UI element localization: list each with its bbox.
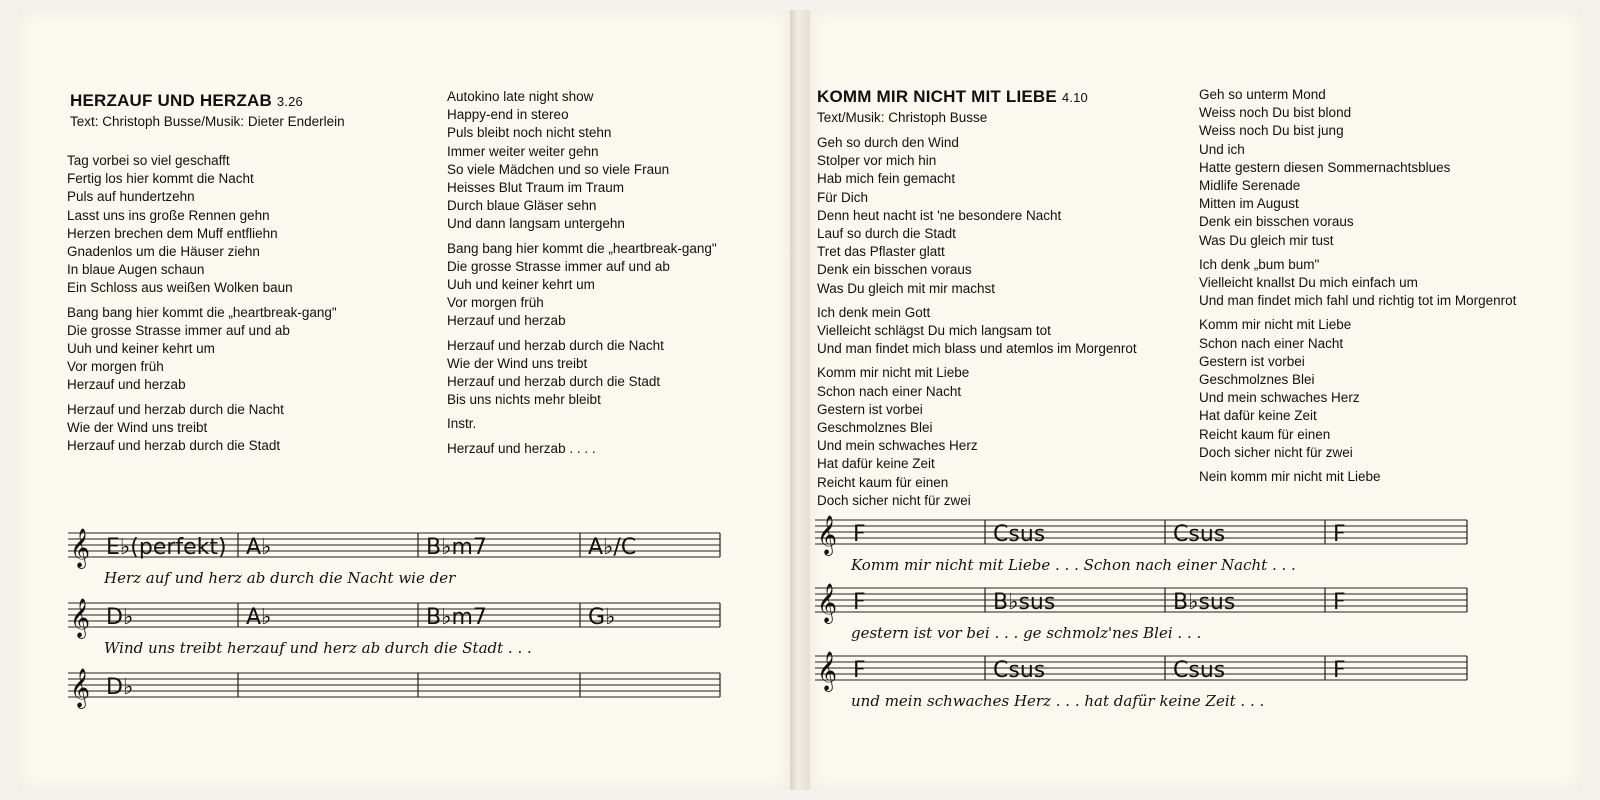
treble-clef-icon: 𝄞 <box>817 651 838 691</box>
lyrics-stanza <box>447 88 717 234</box>
lyric-line: Und mein schwaches Herz <box>1199 390 1360 406</box>
lyric-line: Geh so durch den Wind <box>817 135 959 150</box>
staff-system <box>68 598 720 657</box>
left-lyrics-column-1 <box>67 152 337 461</box>
lyric-line: Was Du gleich mit mir machst <box>817 280 996 296</box>
staff-system <box>68 528 720 587</box>
lyric-line: Die grosse Strasse immer auf und ab <box>447 258 670 274</box>
right-lyrics-column-2 <box>1199 86 1516 492</box>
lyric-line: Hat dafür keine Zeit <box>1199 408 1317 424</box>
chord-symbol: F <box>853 522 866 547</box>
lyric-line: Weiss noch Du bist blond <box>1199 105 1352 121</box>
chord-symbol: F <box>853 590 866 615</box>
handwritten-lyrics: und mein schwaches Herz . . . hat dafür keine Zeit . . . <box>851 692 1265 710</box>
book-gutter <box>790 10 810 790</box>
lyric-line: Herzauf und herzab durch die Nacht <box>447 337 664 353</box>
chord-symbol: F <box>1333 590 1346 615</box>
lyric-line: Autokino late night show <box>447 89 594 104</box>
treble-clef-icon: 𝄞 <box>817 515 838 555</box>
lyric-line: Denn heut nacht ist 'ne besondere Nacht <box>817 207 1062 223</box>
right-lyrics-column-1 <box>817 134 1137 516</box>
lyric-line: Midlife Serenade <box>1199 178 1301 194</box>
lyric-line: Happy-end in stereo <box>447 107 569 123</box>
lyric-line: Hat dafür keine Zeit <box>817 456 935 472</box>
lyric-line: Schon nach einer Nacht <box>1199 335 1344 351</box>
lyric-line: Durch blaue Gläser sehn <box>447 198 597 214</box>
lyric-line: Instr. <box>447 416 477 432</box>
chord-symbol: Csus <box>993 522 1046 547</box>
lyric-line: Vor morgen früh <box>447 295 544 311</box>
lyric-line: Doch sicher nicht für zwei <box>1199 444 1353 460</box>
lyric-line: Vor morgen früh <box>67 359 164 375</box>
lyric-line: Heisses Blut Traum im Traum <box>447 180 625 196</box>
lyric-line: Ich denk mein Gott <box>817 304 931 320</box>
lyric-line: Bang bang hier kommt die „heartbreak-gang" <box>447 240 717 256</box>
handwritten-lyrics: Wind uns treibt herzauf und herz ab durch die Stadt . . . <box>104 639 532 657</box>
lyric-line: Denk ein bisschen voraus <box>817 262 972 278</box>
lyric-line: Vielleicht knallst Du mich einfach um <box>1199 275 1418 291</box>
chord-symbol: B♭m7 <box>426 605 487 630</box>
lyric-line: Vielleicht schlägst Du mich langsam tot <box>817 323 1051 339</box>
lyric-line: Geschmolznes Blei <box>1199 372 1315 388</box>
lyric-line: Lasst uns ins große Rennen gehn <box>67 207 270 223</box>
lyric-line: Herzauf und herzab . . . . <box>447 440 596 456</box>
right-sheet-music <box>815 512 1475 722</box>
lyrics-stanza <box>67 152 337 298</box>
song-credits: Text/Musik: Christoph Busse <box>817 110 988 126</box>
chord-symbol: Csus <box>1173 658 1226 683</box>
lyric-line: Tret das Pflaster glatt <box>817 244 945 260</box>
lyric-line: Lauf so durch die Stadt <box>817 226 956 242</box>
lyric-line: So viele Mädchen und so viele Fraun <box>447 161 670 177</box>
lyric-line: Schon nach einer Nacht <box>817 383 962 399</box>
chord-symbol: B♭sus <box>1173 590 1236 615</box>
lyrics-stanza <box>447 415 717 433</box>
lyric-line: Herzauf und herzab durch die Stadt <box>67 438 281 454</box>
lyric-line: Gestern ist vorbei <box>817 401 923 417</box>
chord-symbol: F <box>853 658 866 683</box>
left-lyrics-column-2 <box>447 88 717 464</box>
lyrics-stanza <box>1199 316 1516 462</box>
lyric-line: Doch sicher nicht für zwei <box>817 492 971 508</box>
lyric-line: Komm mir nicht mit Liebe <box>1199 317 1352 333</box>
lyric-line: Ich denk „bum bum" <box>1199 256 1320 272</box>
lyric-line: Geschmolznes Blei <box>817 420 933 436</box>
staff-system <box>815 583 1467 642</box>
lyric-line: Und man findet mich blass und atemlos im Morgenrot <box>817 341 1137 357</box>
lyrics-stanza <box>817 304 1137 359</box>
treble-clef-icon: 𝄞 <box>70 528 91 568</box>
left-song-header <box>70 92 345 131</box>
lyric-line: Reicht kaum für einen <box>1199 426 1331 442</box>
lyric-line: Gnadenlos um die Häuser ziehn <box>67 244 260 260</box>
song-credits: Text: Christoph Busse/Musik: Dieter Enderlein <box>70 114 345 130</box>
lyric-line: Bang bang hier kommt die „heartbreak-gang" <box>67 304 337 320</box>
song-duration: 4.10 <box>1061 90 1088 105</box>
lyric-line: Geh so unterm Mond <box>1199 87 1326 102</box>
lyric-line: Uuh und keiner kehrt um <box>67 341 215 357</box>
lyric-line: Herzauf und herzab <box>447 313 566 329</box>
lyric-line: Herzauf und herzab <box>67 377 186 393</box>
lyric-line: Puls auf hundertzehn <box>67 189 195 205</box>
lyric-line: Herzen brechen dem Muff entfliehn <box>67 225 278 241</box>
chord-symbol: D♭ <box>106 675 134 700</box>
song-title-text: KOMM MIR NICHT MIT LIEBE <box>817 87 1057 106</box>
lyric-line: Tag vorbei so viel geschafft <box>67 153 230 168</box>
staff-system <box>815 515 1467 574</box>
chord-symbol: B♭sus <box>993 590 1056 615</box>
right-song-header <box>817 88 1088 127</box>
chord-symbol: F <box>1333 522 1346 547</box>
song-title <box>70 92 345 111</box>
lyric-line: Weiss noch Du bist jung <box>1199 123 1344 139</box>
chord-symbol: G♭ <box>588 605 616 630</box>
lyric-line: Uuh und keiner kehrt um <box>447 277 595 293</box>
handwritten-lyrics: gestern ist vor bei . . . ge schmolz'nes Blei . . . <box>851 624 1202 642</box>
lyric-line: Hatte gestern diesen Sommernachtsblues <box>1199 159 1451 175</box>
treble-clef-icon: 𝄞 <box>70 598 91 638</box>
lyrics-stanza <box>447 337 717 410</box>
lyric-line: Komm mir nicht mit Liebe <box>817 365 970 381</box>
lyrics-stanza <box>447 440 717 458</box>
chord-symbol: E♭(perfekt) <box>106 535 227 560</box>
chord-symbol: Csus <box>1173 522 1226 547</box>
lyric-line: Ein Schloss aus weißen Wolken baun <box>67 280 293 296</box>
lyric-line: Nein komm mir nicht mit Liebe <box>1199 469 1381 485</box>
lyric-line: Mitten im August <box>1199 196 1299 212</box>
lyrics-stanza <box>1199 86 1516 250</box>
chord-symbol: A♭ <box>246 605 272 630</box>
lyric-line: Bis uns nichts mehr bleibt <box>447 392 601 408</box>
lyrics-stanza <box>1199 256 1516 311</box>
chord-symbol: D♭ <box>106 605 134 630</box>
handwritten-lyrics: Herz auf und herz ab durch die Nacht wie der <box>104 569 456 587</box>
song-title-text: HERZAUF UND HERZAB <box>70 91 272 110</box>
treble-clef-icon: 𝄞 <box>70 668 91 708</box>
lyric-line: In blaue Augen schaun <box>67 262 205 278</box>
lyric-line: Stolper vor mich hin <box>817 153 937 169</box>
lyrics-stanza <box>67 401 337 456</box>
lyric-line: Und mein schwaches Herz <box>817 438 978 454</box>
lyric-line: Wie der Wind uns treibt <box>447 355 588 371</box>
lyric-line: Denk ein bisschen voraus <box>1199 214 1354 230</box>
chord-symbol: B♭m7 <box>426 535 487 560</box>
song-duration: 3.26 <box>276 94 303 109</box>
lyrics-stanza <box>1199 468 1516 486</box>
lyric-line: Herzauf und herzab durch die Stadt <box>447 374 661 390</box>
handwritten-lyrics: Komm mir nicht mit Liebe . . . Schon nach einer Nacht . . . <box>851 556 1296 574</box>
lyric-line: Für Dich <box>817 189 869 205</box>
lyric-line: Fertig los hier kommt die Nacht <box>67 171 254 187</box>
treble-clef-icon: 𝄞 <box>817 583 838 623</box>
lyric-line: Reicht kaum für einen <box>817 474 949 490</box>
lyric-line: Wie der Wind uns treibt <box>67 419 208 435</box>
chord-symbol: F <box>1333 658 1346 683</box>
lyric-line: Herzauf und herzab durch die Nacht <box>67 401 284 417</box>
lyric-line: Was Du gleich mir tust <box>1199 232 1334 248</box>
lyric-line: Immer weiter weiter gehn <box>447 143 599 159</box>
song-title <box>817 88 1088 107</box>
lyric-line: Hab mich fein gemacht <box>817 171 956 187</box>
left-sheet-music <box>68 525 728 725</box>
lyrics-stanza <box>817 364 1137 510</box>
chord-symbol: A♭ <box>246 535 272 560</box>
lyric-line: Und dann langsam untergehn <box>447 216 625 232</box>
lyrics-stanza <box>817 134 1137 298</box>
lyrics-stanza <box>67 304 337 395</box>
lyric-line: Und ich <box>1199 141 1245 157</box>
staff-system <box>815 651 1467 710</box>
lyric-line: Die grosse Strasse immer auf und ab <box>67 322 290 338</box>
lyric-line: Und man findet mich fahl und richtig tot im Morgenrot <box>1199 293 1517 309</box>
staff-system <box>68 668 720 709</box>
chord-symbol: Csus <box>993 658 1046 683</box>
chord-symbol: A♭/C <box>588 535 637 560</box>
lyric-line: Gestern ist vorbei <box>1199 353 1305 369</box>
lyrics-stanza <box>447 240 717 331</box>
lyric-line: Puls bleibt noch nicht stehn <box>447 125 612 141</box>
